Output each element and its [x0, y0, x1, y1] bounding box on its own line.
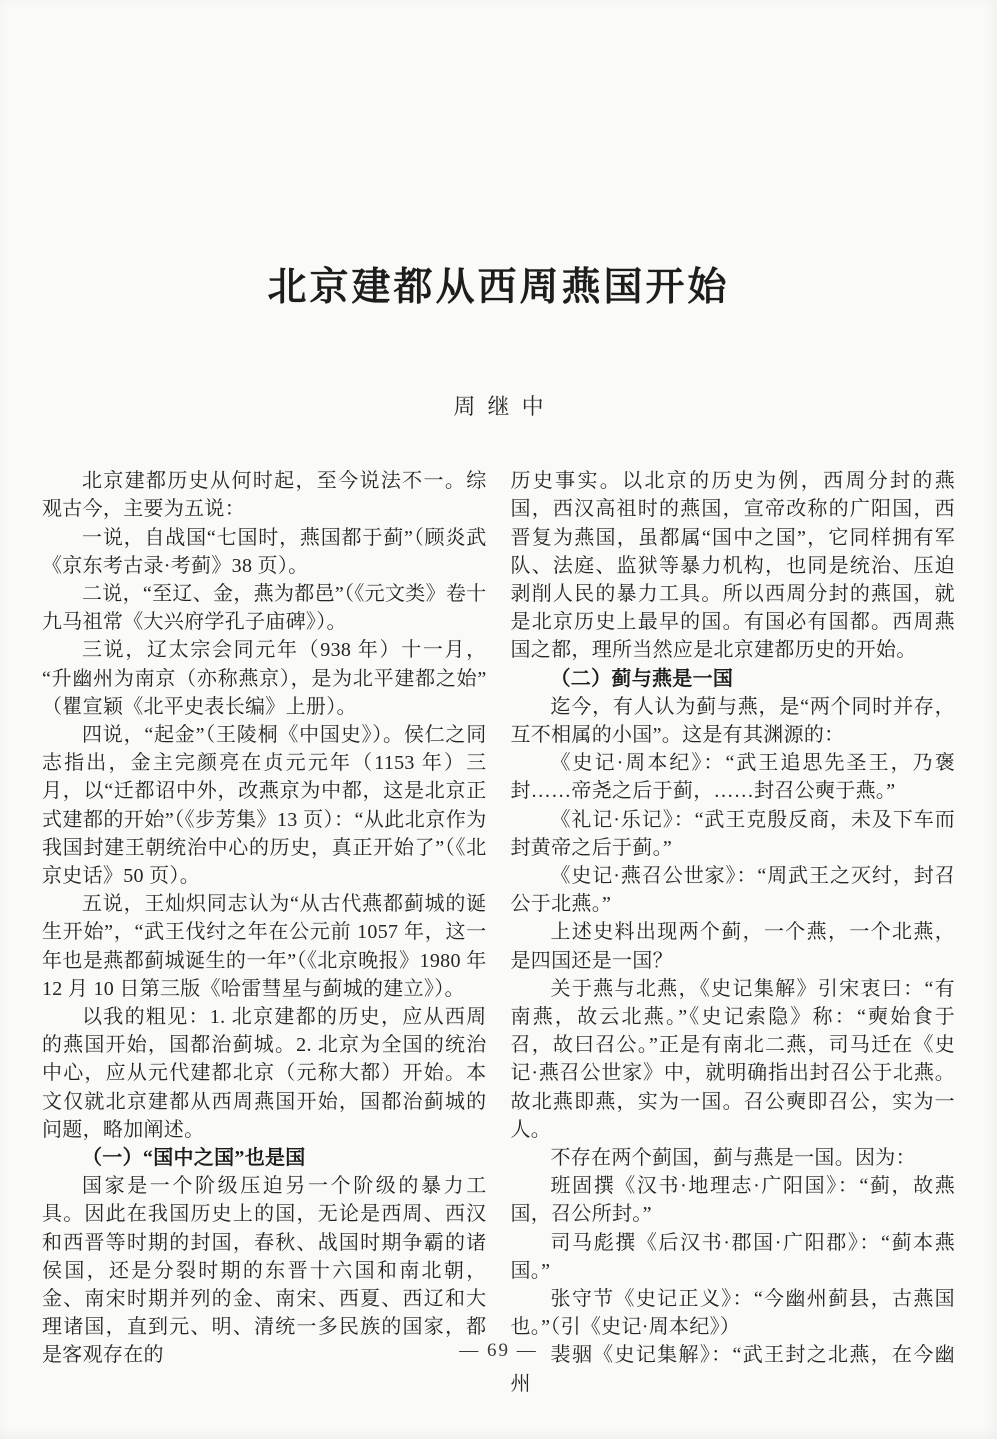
left-column: [42, 467, 487, 1398]
body-paragraph: 一说，自战国“七国时，燕国都于蓟”（顾炎武《京东考古录·考蓟》38 页）。: [42, 526, 487, 577]
page-number: — 69 —: [459, 1340, 538, 1361]
body-paragraph: 三说，辽太宗会同元年（938 年）十一月，“升幽州为南京（亦称燕京），是为北平建都之始”（瞿宣颖《北平史表长编》上册）。: [42, 639, 487, 718]
body-paragraph: 迄今，有人认为蓟与燕，是“两个同时并存，互不相属的小国”。这是有其渊源的：: [510, 695, 955, 746]
body-paragraph: 国家是一个阶级压迫另一个阶级的暴力工具。因此在我国历史上的国，无论是西周、西汉和西晋等时期的封国，春秋、战国时期争霸的诸侯国，还是分裂时期的东晋十六国和南北朝，金、南宋时期并列的金、南宋、西夏、西辽和大理诸国，直到元、明、清统一多民族的国家，都是客观存在的: [42, 1175, 487, 1367]
body-paragraph: 四说，“起金”（王陵桐《中国史》）。侯仁之同志指出，金主完颜亮在贞元元年（1153 年）三月，以“迁都诏中外，改燕京为中都，这是北京正式建都的开始”（《步芳集》13 页）：“从此北京作为我国封建王朝统治中心的历史，真正开始了”（《北京史话》50 页）。: [42, 723, 487, 887]
body-paragraph: 北京建都历史从何时起，至今说法不一。综观古今，主要为五说：: [42, 470, 487, 521]
section-heading: （一）“国中之国”也是国: [82, 1147, 306, 1169]
body-paragraph: 以我的粗见：1. 北京建都的历史，应从西周的燕国开始，国都治蓟城。2. 北京为全国的统治中心，应从元代建都北京（元称大都）开始。本文仅就北京建都从西周燕国开始，国都治蓟城的问题，略加阐述。: [42, 1005, 487, 1141]
article-title: 北京建都从西周燕国开始: [267, 266, 730, 310]
body-paragraph: 班固撰《汉书·地理志·广阳国》：“蓟，故燕国，召公所封。”: [510, 1175, 955, 1226]
body-paragraph: 历史事实。以北京的历史为例，西周分封的燕国，西汉高祖时的燕国，宣帝改称的广阳国，西晋复为燕国，虽都属“国中之国”，它同样拥有军队、法庭、监狱等暴力机构，也同是统治、压迫剥削人民的暴力工具。所以西周分封的燕国，就是北京历史上最早的国。有国必有国都。西周燕国之都，理所当然应是北京建都历史的开始。: [510, 470, 955, 662]
section-heading: （二）蓟与燕是一国: [550, 667, 734, 690]
body-paragraph: 二说，“至辽、金，燕为都邑”（《元文类》卷十九马祖常《大兴府学孔子庙碑》）。: [42, 582, 487, 634]
body-paragraph: 裴骃《史记集解》：“武王封之北燕，在今幽州: [510, 1344, 955, 1395]
body-paragraph: 五说，王灿炽同志认为“从古代燕都蓟城的诞生开始”，“武王伐纣之年在公元前 1057 年，这一年也是燕都蓟城诞生的一年”（《北京晚报》1980 年 12 月 10 日第三版《哈雷彗星与蓟城的建立》）。: [42, 893, 487, 1000]
article-author: 周继中: [453, 394, 556, 420]
body-paragraph: 关于燕与北燕，《史记集解》引宋衷曰：“有南燕，故云北燕。”《史记索隐》称：“奭始食于召，故曰召公。”正是有南北二燕，司马迁在《史记·燕召公世家》中，就明确指出封召公于北燕。故北燕即燕，实为一国。召公奭即召公，实为一人。: [510, 977, 955, 1141]
right-column: [511, 467, 956, 1398]
body-paragraph: 《礼记·乐记》：“武王克殷反商，未及下车而封黄帝之后于蓟。”: [510, 808, 955, 859]
body-paragraph: 《史记·周本纪》：“武王追思先圣王，乃褒封……帝尧之后于蓟，……封召公奭于燕。”: [510, 752, 955, 803]
body-paragraph: 《史记·燕召公世家》：“周武王之灭纣，封召公于北燕。”: [510, 864, 955, 916]
two-column-body: [42, 467, 955, 1398]
body-paragraph: 司马彪撰《后汉书·郡国·广阳郡》：“蓟本燕国。”: [510, 1231, 955, 1282]
body-paragraph: 张守节《史记正义》：“今幽州蓟县，古燕国也。”（引《史记·周本纪》）: [510, 1288, 955, 1339]
body-paragraph: 上述史料出现两个蓟，一个燕，一个北燕，是四国还是一国？: [510, 921, 955, 972]
body-paragraph: 不存在两个蓟国，蓟与燕是一国。因为：: [550, 1147, 916, 1169]
